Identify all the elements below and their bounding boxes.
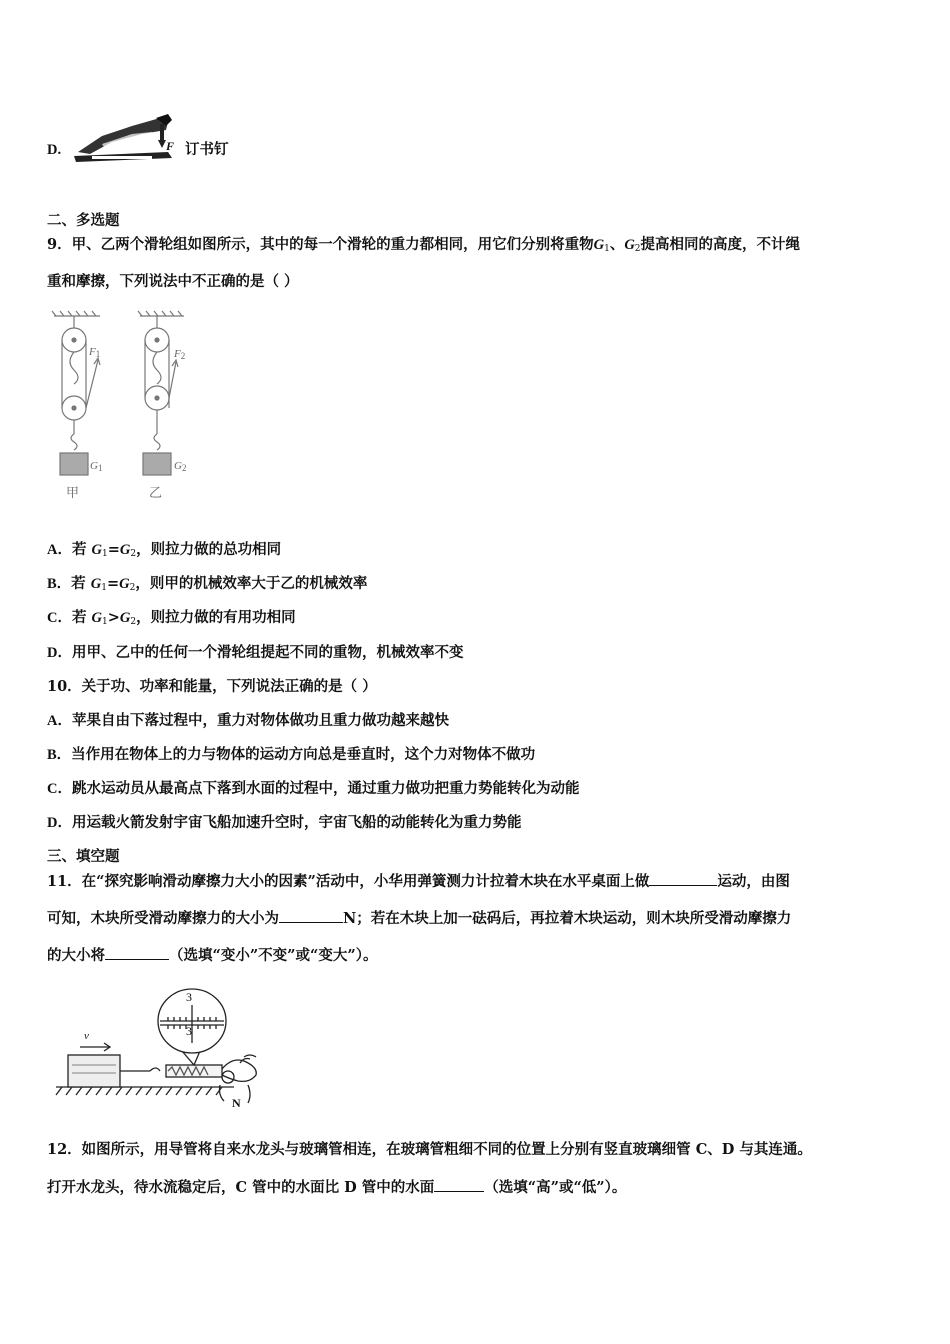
q11-line2-a: 可知，木块所受滑动摩擦力的大小为 [47,910,279,927]
spring-dial-bottom-label: 3 [186,1024,192,1038]
q11-line2-b: N；若在木块上加一砝码后，再拉着木块运动，则木块所受滑动摩擦力 [343,910,792,927]
q11-blank-3[interactable] [105,947,169,960]
q12-line1: 12．如图所示，用导管将自来水龙头与玻璃管相连，在玻璃管粗细不同的位置上分别有竖直玻璃细管 C、D 与其连通。 [47,1141,812,1158]
pulley-g2-label: $G_2$ [174,460,187,473]
q9-sep: 、 [609,236,625,253]
q9-stem-line1 [47,236,800,258]
q9-a-g1: G [91,542,103,558]
q9-b-rel: = [106,575,120,592]
q10-option-c-text: 跳水运动员从最高点下落到水面的过程中，通过重力做功把重力势能转化为动能 [71,780,580,797]
q9-b-g1: G [90,576,102,592]
q11-line3-b: （选填“变小”不变”或“变大”）。 [169,947,378,964]
q9-g1-sub: 1 [604,244,610,254]
q9-c-g2-sub: 2 [130,617,137,627]
q9-option-b-letter: B． [47,576,72,592]
q9-option-d [47,644,463,662]
q9-b-g2-sub: 2 [129,583,136,593]
q9-option-a [47,541,281,563]
q8-option-d-letter: D. [47,142,62,158]
q11-line2 [47,910,791,928]
q9-option-c-pre: 若 [71,609,92,626]
q9-a-g1-sub: 1 [102,549,108,559]
q9-g1-symbol: G [593,237,605,253]
q9-option-c-letter: C． [47,610,72,626]
q10-option-b-letter: B． [47,747,72,763]
q9-b-g1-sub: 1 [101,583,107,593]
q9-a-g2-sub: 2 [130,549,137,559]
q11-line1 [47,873,790,891]
q10-option-d [47,814,521,832]
q10-option-c [47,780,579,798]
q9-c-g1-sub: 1 [102,617,108,627]
q10-stem: 10．关于功、功率和能量，下列说法正确的是（ ） [47,678,377,695]
spring-figure-n-label: N [232,1096,241,1110]
q9-a-rel: = [107,541,120,558]
q9-b-g2: G [119,576,130,592]
q9-stem-suffix: 提高相同的高度，不计绳 [640,236,801,253]
q9-c-g2: G [119,610,131,626]
q8-option-d [47,141,61,159]
pulley-f1-label: $F_1$ [89,346,101,359]
pulley-label-jia: 甲 [66,485,80,500]
q11-blank-2[interactable] [279,910,343,923]
q9-option-a-pre: 若 [71,541,92,558]
q9-option-b [47,575,367,597]
q11-line3 [47,947,377,965]
q9-option-b-text: ，则甲的机械效率大于乙的机械效率 [135,575,368,592]
q12-line2 [47,1179,626,1197]
q9-stem-line2: 重和摩擦，下列说法中不正确的是（ ） [47,273,299,290]
q11-blank-1[interactable] [649,873,717,886]
q9-option-c [47,609,296,631]
q10-option-b [47,746,535,764]
q9-c-rel: > [107,609,120,626]
section-heading-multiple-choice: 二、多选题 [47,212,120,229]
q10-option-c-letter: C． [47,781,72,797]
q9-option-d-letter: D． [47,645,72,661]
q12-line2-a: 打开水龙头，待水流稳定后，C 管中的水面比 D 管中的水面 [47,1179,435,1196]
spring-dial-top-label: 3 [186,990,192,1004]
q9-option-a-letter: A． [47,542,72,558]
spring-figure-v-label: v [84,1030,89,1042]
pulley-f2-label: $F_2$ [174,348,186,361]
q12-line2-b: （选填“高”或“低”）。 [484,1179,627,1196]
q9-g2-symbol: G [624,237,635,253]
q10-option-d-letter: D． [47,815,72,831]
q9-option-a-text: ，则拉力做的总功相同 [136,541,282,558]
q9-a-g2: G [119,542,131,558]
q10-option-a [47,712,449,730]
q9-g2-sub: 2 [634,244,641,254]
stapler-force-label: F [166,139,175,153]
stapler-caption: 订书钉 [185,141,229,158]
q9-option-b-pre: 若 [71,575,91,592]
q12-blank[interactable] [434,1179,484,1192]
q10-option-a-text: 苹果自由下落过程中，重力对物体做功且重力做功越来越快 [71,712,449,729]
pulley-label-yi: 乙 [149,485,163,500]
section-heading-fill-in: 三、填空题 [47,848,120,865]
q9-c-g1: G [91,610,103,626]
pulley-g1-label: $G_1$ [90,460,103,473]
q11-line1-a: 11．在“探究影响滑动摩擦力大小的因素”活动中，小华用弹簧测力计拉着木块在水平桌面上做 [47,873,650,890]
q11-line3-a: 的大小将 [47,947,105,964]
q9-option-c-text: ，则拉力做的有用功相同 [136,609,296,626]
q10-option-d-text: 用运载火箭发射宇宙飞船加速升空时，宇宙飞船的动能转化为重力势能 [71,814,522,831]
q9-option-d-text: 用甲、乙中的任何一个滑轮组提起不同的重物，机械效率不变 [71,644,464,661]
q10-option-b-text: 当作用在物体上的力与物体的运动方向总是垂直时，这个力对物体不做功 [71,746,536,763]
q9-stem-prefix: 9．甲、乙两个滑轮组如图所示，其中的每一个滑轮的重力都相同，用它们分别将重物 [47,236,594,253]
q11-line1-b: 运动，由图 [717,873,790,890]
spring-scale-figure [54,985,274,1113]
q10-option-a-letter: A． [47,713,72,729]
